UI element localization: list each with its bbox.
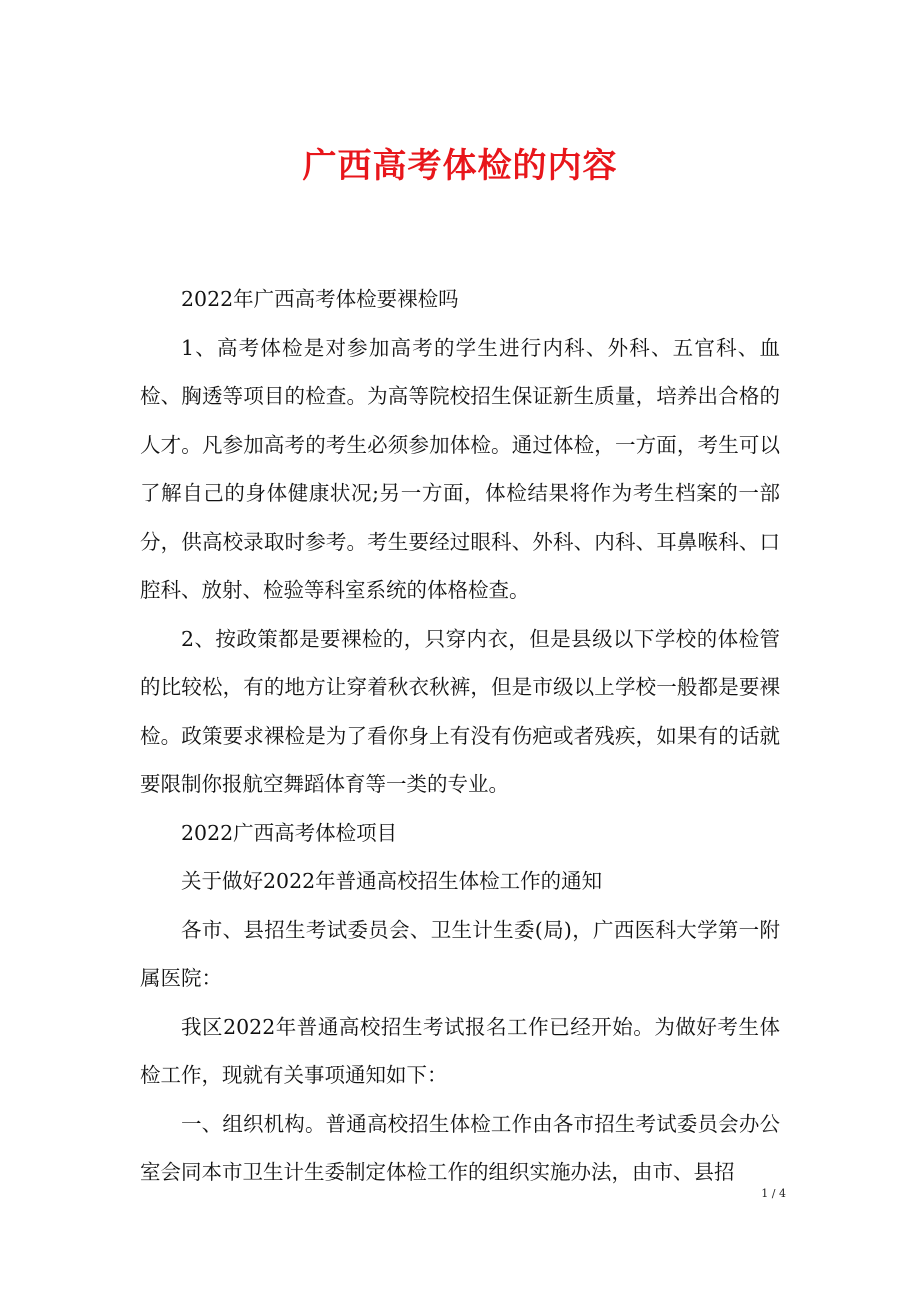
paragraph-notice-title: 关于做好2022年普通高校招生体检工作的通知 (181, 869, 603, 893)
paragraph-heading-naked-exam: 2022年广西高考体检要裸检吗 (181, 287, 459, 311)
paragraph-heading-exam-items: 2022广西高考体检项目 (181, 820, 398, 845)
paragraph-addressee: 各市、县招生考试委员会、卫生计生委(局)，广西医科大学第一附属医院： (140, 917, 780, 990)
document-body (140, 275, 780, 1197)
page-number: 1 / 4 (761, 1187, 786, 1200)
paragraph-organization: 一、组织机构。普通高校招生体检工作由各市招生考试委员会办公室会同本市卫生计生委制定体检工作的组织实施办法，由市、县招 (140, 1111, 780, 1184)
document-title: 广西高考体检的内容 (302, 146, 618, 186)
paragraph-intro: 我区2022年普通高校招生考试报名工作已经开始。为做好考生体检工作，现就有关事项通知如下： (140, 1014, 780, 1087)
paragraph-1: 1、高考体检是对参加高考的学生进行内科、外科、五官科、血检、胸透等项目的检查。为高等院校招生保证新生质量，培养出合格的人才。凡参加高考的考生必须参加体检。通过体检，一方面，考生可以了解自己的身体健康状况;另一方面，体检结果将作为考生档案的一部分，供高校录取时参考。考生要经过眼科、外科、内科、耳鼻喉科、口腔科、放射、检验等科室系统的体格检查。 (140, 335, 780, 602)
paragraph-2: 2、按政策都是要裸检的，只穿内衣，但是县级以下学校的体检管的比较松，有的地方让穿着秋衣秋裤，但是市级以上学校一般都是要裸检。政策要求裸检是为了看你身上有没有伤疤或者残疾，如果有的话就要限制你报航空舞蹈体育等一类的专业。 (140, 626, 780, 796)
